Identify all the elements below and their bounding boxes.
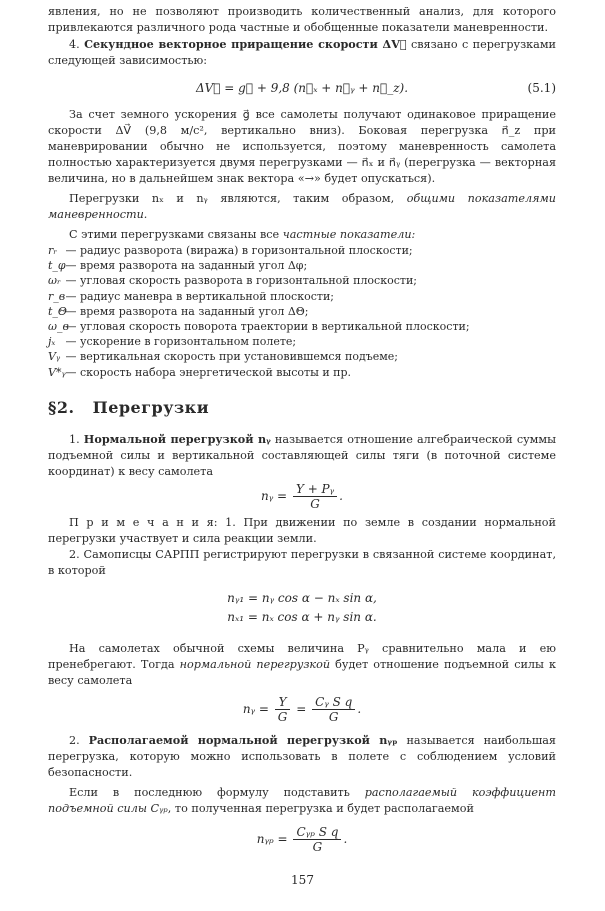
item-text: называется наибольшая перегрузка, которую можно использовать в полете с соблюдением условий безопасности. [48, 733, 556, 779]
list-item [48, 258, 556, 273]
list-item [48, 319, 556, 334]
equation-number: (5.1) [527, 81, 556, 95]
paragraph-conventional [48, 641, 556, 689]
item-text: связано с перегрузками следующей зависимостью: [48, 38, 557, 67]
definition: — время разворота на заданный угол ΔΘ; [65, 304, 309, 318]
paragraph-particular-indicators [48, 227, 556, 243]
definition: — радиус разворота (виража) в горизонтальной плоскости; [65, 244, 413, 257]
text: Перегрузки nₓ и nᵧ являются, таким образом, [69, 192, 407, 205]
indicator-list [48, 243, 556, 380]
symbol: t_φ [48, 259, 66, 273]
text: На самолетах обычной схемы величина Pᵧ сравнительно мала и ею пренебрегают. Тогда [48, 641, 556, 671]
denominator: G [277, 709, 288, 724]
formula-lhs: nᵧₚ = [256, 831, 288, 846]
item-term: Секундное векторное приращение скорости ΔV⃗ [84, 37, 407, 51]
symbol: V*ᵧ [48, 365, 66, 379]
list-item [48, 349, 556, 364]
symbol: ω_в [48, 320, 69, 334]
text: С этими перегрузками связаны все [69, 228, 283, 241]
denominator: G [328, 709, 339, 724]
symbol: rᵣ [48, 244, 58, 257]
paragraph-normal-load [48, 431, 556, 480]
formula-lhs: nᵧ = [261, 488, 288, 503]
formula-line: nᵧ₁ = nᵧ cos α − nₓ sin α, [227, 590, 377, 605]
formula-lhs: nᵧ = [242, 701, 269, 716]
item-number: 1. [69, 432, 84, 446]
list-item [48, 273, 556, 288]
period: . [339, 488, 343, 503]
symbol: ωᵣ [48, 274, 61, 288]
list-item [48, 289, 556, 304]
section-heading [48, 398, 556, 417]
page-body [48, 4, 556, 854]
item-text: называется отношение алгебраической суммы подъемной силы и вертикальной составляющей силы тяги (в поточной системе координат) к весу самолета [48, 432, 556, 478]
item-term: Нормальной перегрузкой nᵧ [83, 431, 271, 446]
paragraph-gravity: За счет земного ускорения g⃗ все самолеты получают одинаковое приращение скорости ΔV⃗ (9,8 м/с², вертикально вниз). Боковая перегрузка n⃗_z при маневрировании обычно не используется, поэтому маневренность самолета полностью характеризуется двумя перегрузками — n⃗ₓ и n⃗ᵧ (перегрузка — векторная величина, но в дальнейшем знак вектора «→» будет опускаться). [48, 108, 556, 185]
list-item [48, 304, 556, 319]
fraction [293, 482, 337, 511]
definition: — угловая скорость поворота траектории в вертикальной плоскости; [65, 320, 470, 334]
list-item [48, 365, 556, 380]
formula-bound-axes [48, 589, 556, 627]
definition: — угловая скорость разворота в горизонтальной плоскости; [65, 274, 417, 288]
paragraph-substitute [48, 785, 556, 817]
list-item [48, 334, 556, 349]
text: будет отношение подъемной силы к весу самолета [48, 657, 556, 687]
numerator: Y + Pᵧ [293, 482, 337, 497]
paragraph-general-indicators [48, 191, 556, 223]
period: . [343, 831, 348, 846]
fraction [293, 825, 341, 854]
period: . [357, 701, 362, 716]
symbol: jₓ [48, 335, 56, 349]
numerator: Y [275, 695, 291, 710]
fraction [275, 695, 291, 724]
formula-ny-lift [48, 695, 556, 724]
symbol: r_в [48, 289, 66, 303]
symbol: t_Θ [48, 304, 67, 318]
item-term: Располагаемой нормальной перегрузкой nᵧₚ [88, 732, 398, 747]
denominator: G [310, 496, 320, 511]
definition: — радиус маневра в вертикальной плоскости; [65, 289, 335, 303]
emphasis: нормальной перегрузкой [179, 657, 331, 671]
paragraph-intro: явления, но не позволяют производить количественный анализ, для которого привлекаются различного рода частные и обобщенные показатели маневренности. [48, 5, 556, 34]
emphasis: общими показателями маневренности. [48, 192, 556, 221]
definition: — вертикальная скорость при установившемся подъеме; [65, 350, 398, 364]
emphasis: частные показатели: [282, 228, 416, 241]
definition: — скорость набора энергетической высоты и пр. [65, 365, 352, 379]
numerator: Cᵧ S q [312, 695, 355, 710]
list-item [48, 243, 556, 258]
paragraph-note: П р и м е ч а н и я: 1. При движении по земле в создании нормальной перегрузки участвует и сила реакции земли. [48, 515, 556, 545]
text: Если в последнюю формулу подставить [69, 785, 365, 799]
symbol: Vᵧ [48, 350, 61, 364]
equation-5-1 [48, 81, 556, 95]
fraction [312, 695, 355, 724]
numerator: Cᵧₚ S q [293, 825, 341, 840]
formula-nyp [48, 825, 556, 854]
section-number: §2. [48, 397, 75, 417]
definition: — ускорение в горизонтальном полете; [65, 335, 297, 349]
paragraph-item-4 [48, 36, 556, 69]
denominator: G [312, 839, 323, 854]
formula-line: nₓ₁ = nₓ cos α + nᵧ sin α. [227, 609, 377, 624]
item-number: 4. [69, 38, 85, 51]
equals-sign: = [296, 701, 307, 716]
paragraph-available-load [48, 732, 556, 781]
formula-ny [48, 482, 556, 511]
emphasis: располагаемый коэффициент подъемной силы Cᵧₚ [48, 785, 557, 815]
text: , то полученная перегрузка и будет располагаемой [167, 801, 474, 815]
page-number: 157 [291, 873, 314, 887]
item-number: 2. [69, 733, 89, 747]
section-title: Перегрузки [92, 397, 210, 417]
equation-body: ΔV⃗ = g⃗ + 9,8 (n⃗ₓ + n⃗ᵧ + n⃗_z). [195, 81, 409, 95]
definition: — время разворота на заданный угол Δφ; [65, 259, 308, 273]
paragraph-note-2: 2. Самописцы САРПП регистрируют перегрузки в связанной системе координат, в которой [48, 547, 556, 577]
